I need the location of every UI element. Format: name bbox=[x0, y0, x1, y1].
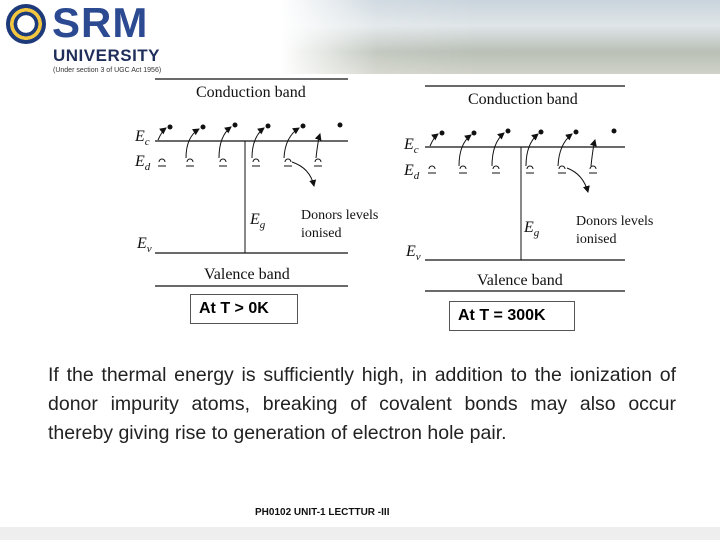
excitation-arrow bbox=[219, 127, 231, 158]
donor-hole-icon bbox=[253, 159, 259, 162]
electron-dot bbox=[266, 124, 271, 129]
electron-dot bbox=[472, 131, 477, 136]
donor-hole-icon bbox=[429, 166, 435, 169]
donor-pointer-arrow bbox=[567, 168, 588, 192]
diagram-left bbox=[134, 79, 378, 286]
excitation-arrow bbox=[284, 128, 299, 158]
electrons bbox=[440, 129, 617, 136]
valence-band-label: Valence band bbox=[204, 266, 290, 283]
electrons bbox=[168, 123, 343, 130]
donor-hole-icon bbox=[187, 159, 193, 162]
ec-label: $E_c$ bbox=[135, 128, 150, 148]
ev-label: $E_v$ bbox=[137, 235, 152, 255]
donor-pointer-arrow bbox=[292, 162, 314, 186]
excitation-arrow bbox=[252, 128, 264, 158]
excitation-arrow bbox=[492, 133, 504, 166]
eg-label: $E_g$ bbox=[524, 219, 540, 239]
electron-dot bbox=[612, 129, 617, 134]
donors-label-line2: ionised bbox=[301, 226, 342, 241]
electron-dot bbox=[506, 129, 511, 134]
conduction-band-label: Conduction band bbox=[468, 91, 578, 108]
ionised-donor-levels bbox=[158, 159, 322, 166]
donors-label-line1: Donors levels bbox=[301, 208, 379, 223]
donors-label-line2: ionised bbox=[576, 232, 617, 247]
donor-hole-icon bbox=[159, 159, 165, 162]
donor-hole-icon bbox=[527, 166, 533, 169]
donor-hole-icon bbox=[590, 166, 596, 169]
electron-dot bbox=[440, 131, 445, 136]
donor-hole-icon bbox=[315, 159, 321, 162]
donor-hole-icon bbox=[559, 166, 565, 169]
ed-label: $E_d$ bbox=[404, 162, 420, 182]
diagram-right bbox=[403, 86, 653, 291]
ec-label: $E_c$ bbox=[404, 136, 419, 156]
donors-label-line1: Donors levels bbox=[576, 214, 654, 229]
excitation-arrow bbox=[158, 128, 166, 140]
temperature-label-right: At T = 300K bbox=[449, 301, 575, 331]
donor-hole-icon bbox=[285, 159, 291, 162]
electron-dot bbox=[233, 123, 238, 128]
temperature-label-left: At T > 0K bbox=[190, 294, 298, 324]
electron-dot bbox=[539, 130, 544, 135]
conduction-band-label: Conduction band bbox=[196, 84, 306, 101]
excitation-arrow bbox=[430, 134, 438, 146]
bottom-bar bbox=[0, 527, 720, 540]
ed-label: $E_d$ bbox=[135, 153, 151, 173]
electron-dot bbox=[301, 124, 306, 129]
logo-note: (Under section 3 of UGC Act 1956) bbox=[53, 67, 162, 74]
ionised-donor-levels bbox=[428, 166, 597, 173]
ev-label: $E_v$ bbox=[406, 243, 421, 263]
excitation-arrow bbox=[526, 134, 538, 166]
excitation-arrow bbox=[558, 134, 572, 166]
logo-wordmark: SRM bbox=[52, 0, 149, 46]
eg-label: $E_g$ bbox=[250, 211, 266, 231]
excitation-arrow bbox=[459, 135, 471, 166]
donor-hole-icon bbox=[493, 166, 499, 169]
excitation-arrow bbox=[316, 134, 320, 158]
logo-subtitle: UNIVERSITY bbox=[53, 46, 161, 65]
electron-dot bbox=[201, 125, 206, 130]
electron-dot bbox=[168, 125, 173, 130]
electron-dot bbox=[338, 123, 343, 128]
electron-dot bbox=[574, 130, 579, 135]
donor-hole-icon bbox=[460, 166, 466, 169]
donor-hole-icon bbox=[220, 159, 226, 162]
slide-footer: PH0102 UNIT-1 LECTTUR -III bbox=[255, 507, 390, 518]
valence-band-label: Valence band bbox=[477, 272, 563, 289]
excitation-arrow bbox=[591, 140, 595, 166]
excitation-arrow bbox=[186, 129, 199, 158]
body-paragraph: If the thermal energy is sufficiently high, in addition to the ionization of donor impurity atoms, breaking of covalent bonds may also occur thereby giving rise to generation of electron hole pair. bbox=[48, 364, 676, 444]
excitation-arrows bbox=[158, 127, 320, 158]
excitation-arrows bbox=[430, 133, 595, 166]
